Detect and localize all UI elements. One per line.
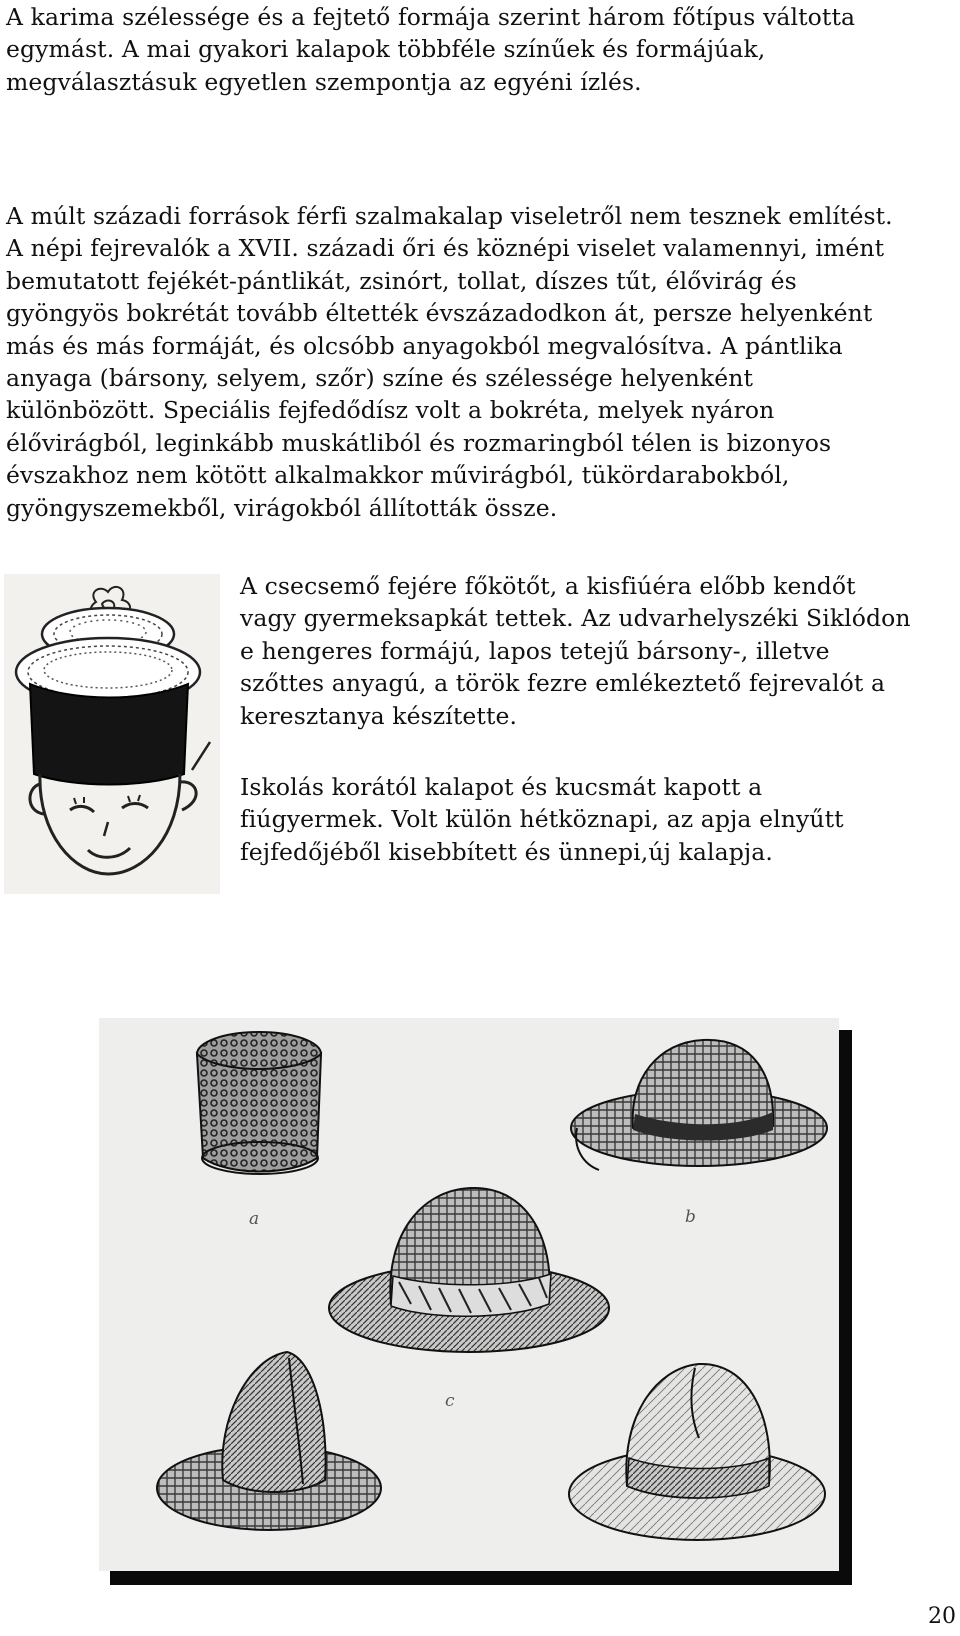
figure-label-a: a (249, 1209, 260, 1229)
figure-label-b: b (685, 1207, 696, 1227)
hat-e-figure (569, 1364, 825, 1540)
hat-a-figure (197, 1032, 321, 1174)
hat-c-figure (329, 1188, 609, 1352)
child-cap-illustration (4, 574, 220, 894)
figure-label-c: c (445, 1391, 455, 1411)
hats-photo (99, 1018, 839, 1571)
paragraph-folk-headwear: A múlt századi források férfi szalmakalap viseletről nem tesznek említést. A népi fejrevalók a XVII. századi őri és köznépi viselet valamennyi, imént bemutatott fejékét-pántlikát, zsinórt, tollat, díszes tűt, élővirág és gyöngyös bokrétát tovább éltették évszázadodkon át, persze helyenként más és más formáját, és olcsóbb anyagokból megvalósítva. A pántlika anyaga (bársony, selyem, szőr) színe és szélessége helyenként különbözött. Speciális fejfedődísz volt a bokréta, melyek nyáron élővirágból, leginkább muskátliból és rozmaringból télen is bizonyos évszakhoz nem kötött alkalmakkor művirágból, tükördarabokból, gyöngyszemekből, virágokból állították össze. (6, 202, 893, 522)
paragraph-schoolboy-hats: Iskolás korától kalapot és kucsmát kapott a fiúgyermek. Volt külön hétköznapi, az apja elnyűtt fejfedőjéből kisebbített és ünnepi,új kalapja. (240, 773, 844, 866)
hat-d-figure (157, 1352, 381, 1530)
paragraph-hat-types: A karima szélessége és a fejtető formája szerint három főtípus váltotta egymást. A mai gyakori kalapok többféle színűek és formájúak, megválasztásuk egyetlen szempontja az egyéni ízlés. (6, 3, 856, 96)
paragraph-infant-headwear: A csecsemő fejére főkötőt, a kisfiúéra előbb kendőt vagy gyermeksapkát tettek. Az udvarhelyszéki Siklódon e hengeres formájú, lapos tetejű bársony-, illetve szőttes anyagú, a török fezre emlékeztető fejrevalót a keresztanya készítette. (240, 572, 911, 730)
page-number: 20 (928, 1604, 956, 1629)
hat-b-figure (571, 1040, 827, 1170)
